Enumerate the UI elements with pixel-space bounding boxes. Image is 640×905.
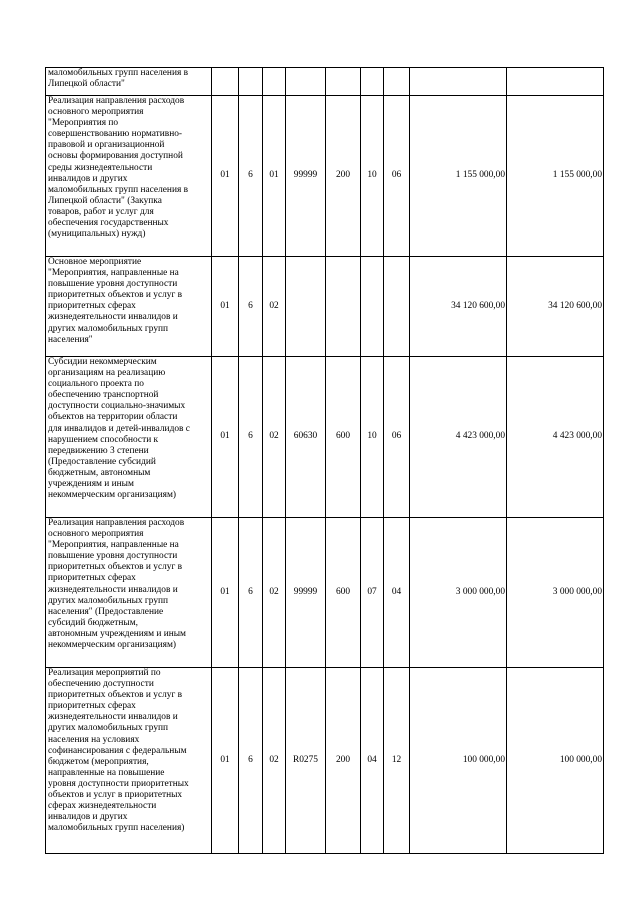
row-description: Реализация направления расходов основного мероприятия "Мероприятия, направленные на повышение уровня доступности приоритетных объектов и услуг в приоритетных сферах жизнедеятельности инвалидов и других маломобильных групп населения" (Предоставление субсидий бюджетным, автономным учреждениям и иным некоммерческим организациям) xyxy=(46,518,212,668)
subsection-code xyxy=(384,257,410,357)
direction-code xyxy=(286,68,326,96)
row-description: Реализация мероприятий по обеспечению доступности приоритетных объектов и услуг в приоритетных сферах жизнедеятельности инвалидов и других маломобильных групп населения на условиях софинансирования с федеральным бюджетом (мероприятия, направленные на повышение уровня доступности приоритетных объектов и услуг в приоритетных сферах жизнедеятельности инвалидов и других маломобильных групп населения) xyxy=(46,668,212,854)
table-row xyxy=(46,357,604,518)
direction-code: 99999 xyxy=(286,518,326,668)
activity-code: 02 xyxy=(263,357,286,518)
subprogram-code: 6 xyxy=(239,257,263,357)
table-row xyxy=(46,668,604,854)
subprogram-code xyxy=(239,68,263,96)
amount-first: 1 155 000,00 xyxy=(410,96,507,257)
amount-second: 100 000,00 xyxy=(507,668,604,854)
subsection-code xyxy=(384,68,410,96)
subprogram-code: 6 xyxy=(239,96,263,257)
amount-second: 3 000 000,00 xyxy=(507,518,604,668)
expense-type-code xyxy=(326,68,361,96)
amount-second: 34 120 600,00 xyxy=(507,257,604,357)
row-description: Субсидии некоммерческим организациям на реализацию социального проекта по обеспечению транспортной доступности социально-значимых объектов на территории области для инвалидов и детей-инвалидов с нарушением способности к передвижению 3 степени (Предоставление субсидий бюджетным, автономным учреждениям и иным некоммерческим организациям) xyxy=(46,357,212,518)
amount-first xyxy=(410,68,507,96)
expense-type-code xyxy=(326,257,361,357)
table-row xyxy=(46,68,604,96)
amount-first: 4 423 000,00 xyxy=(410,357,507,518)
activity-code xyxy=(263,68,286,96)
amount-first: 3 000 000,00 xyxy=(410,518,507,668)
subsection-code: 06 xyxy=(384,96,410,257)
section-code: 10 xyxy=(361,357,384,518)
subprogram-code: 6 xyxy=(239,668,263,854)
activity-code: 02 xyxy=(263,668,286,854)
expense-type-code: 600 xyxy=(326,357,361,518)
subprogram-code: 6 xyxy=(239,357,263,518)
amount-first: 34 120 600,00 xyxy=(410,257,507,357)
amount-second: 1 155 000,00 xyxy=(507,96,604,257)
amount-second: 4 423 000,00 xyxy=(507,357,604,518)
section-code xyxy=(361,68,384,96)
expense-type-code: 200 xyxy=(326,668,361,854)
amount-second xyxy=(507,68,604,96)
program-code: 01 xyxy=(212,668,239,854)
activity-code: 01 xyxy=(263,96,286,257)
program-code: 01 xyxy=(212,257,239,357)
subsection-code: 06 xyxy=(384,357,410,518)
activity-code: 02 xyxy=(263,518,286,668)
table-row xyxy=(46,257,604,357)
subsection-code: 12 xyxy=(384,668,410,854)
row-description: Основное мероприятие "Мероприятия, направленные на повышение уровня доступности приоритетных объектов и услуг в приоритетных сферах жизнедеятельности инвалидов и других маломобильных групп населения" xyxy=(46,257,212,357)
section-code: 07 xyxy=(361,518,384,668)
section-code: 10 xyxy=(361,96,384,257)
direction-code xyxy=(286,257,326,357)
direction-code: R0275 xyxy=(286,668,326,854)
amount-first: 100 000,00 xyxy=(410,668,507,854)
program-code: 01 xyxy=(212,357,239,518)
row-description: Реализация направления расходов основного мероприятия "Мероприятия по совершенствованию нормативно- правовой и организационной основы формирования доступной среды жизнедеятельности инвалидов и других маломобильных групп населения в Липецкой области" (Закупка товаров, работ и услуг для обеспечения государственных (муниципальных) нужд) xyxy=(46,96,212,257)
section-code: 04 xyxy=(361,668,384,854)
direction-code: 60630 xyxy=(286,357,326,518)
program-code: 01 xyxy=(212,96,239,257)
budget-table xyxy=(45,67,604,854)
table-row xyxy=(46,518,604,668)
expense-type-code: 200 xyxy=(326,96,361,257)
section-code xyxy=(361,257,384,357)
table-row xyxy=(46,96,604,257)
direction-code: 99999 xyxy=(286,96,326,257)
program-code: 01 xyxy=(212,518,239,668)
subsection-code: 04 xyxy=(384,518,410,668)
subprogram-code: 6 xyxy=(239,518,263,668)
program-code xyxy=(212,68,239,96)
row-description: маломобильных групп населения в Липецкой области" xyxy=(46,68,212,96)
activity-code: 02 xyxy=(263,257,286,357)
expense-type-code: 600 xyxy=(326,518,361,668)
